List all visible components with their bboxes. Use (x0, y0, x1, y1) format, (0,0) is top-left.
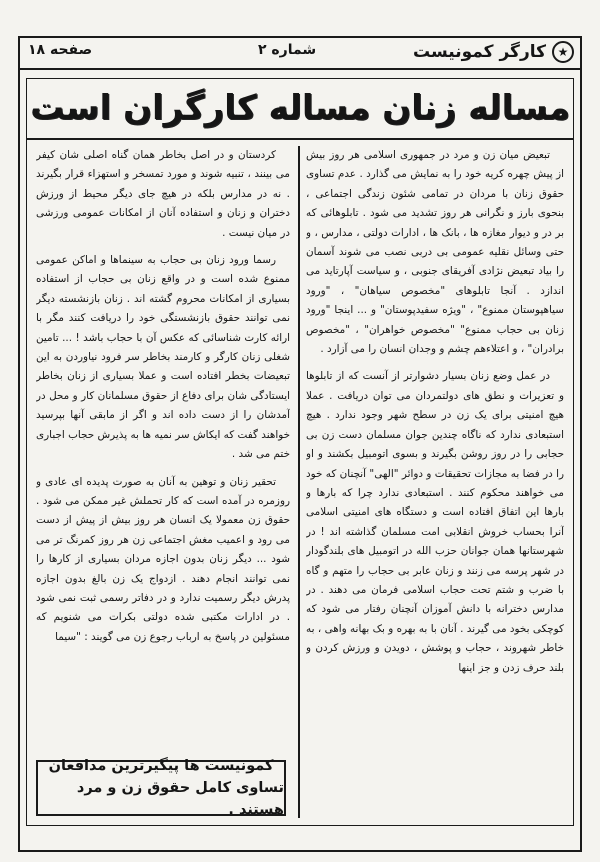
article-column-left (36, 146, 290, 746)
paragraph: کردستان و در اصل بخاطر همان گناه اصلی شان کیفر می بینند ، تنبیه شوند و مورد تمسخر و استهزاء قرار بگیرند . نه در مدارس بلکه در هیچ جای دیگر محیط از ورزش دختران و زنان و استفاده آنان از امکانات عمومی ورزشی در میان نیست . (36, 149, 290, 239)
paragraph: تبعیض میان زن و مرد در جمهوری اسلامی هر روز بیش از پیش چهره کریه خود را به نمایش می گذارد . عدم تساوی حقوق زنان با مردان در تمامی شئون زندگی اجتماعی ، بنحوی بارز و نگرانی هر روز تشدید می شود . تابلوهائی که بر در و دیوار مغازه ها ، بانک ها ، ادارات دولتی ، مدارس ، و حتی وسائل نقلیه عمومی بی دربی نصب می شوند آسمان را بیاد تبعیض نژادی آفریقای جنوبی ، و سیاست آپارتاید می اندازد . آنجا تابلوهای "مخصوص سیاهان" ، "ورود سیاهپوستان ممنوع" ، "ویژه سفیدپوستان" و ... اینجا "ورود زنان بی حجاب ممنوع" "مخصوص خواهران" ، "مخصوص برادران" ، و اعتلاءهم چشم و وجدان انسان را می آزارد . (306, 149, 564, 356)
paragraph: رسما ورود زنان بی حجاب به سینماها و اماکن عمومی ممنوع شده است و در واقع زنان بی حجاب از استفاده بسیاری از امکانات محروم گشته اند . زنان بازنشسته دیگر نمی توانند حقوق بازنشستگی خود را دریافت کنند مگر با ارائه کارت شناسائی که عکس آن با حجاب باشد ! ... تامین شغلی زنان کارگر و کارمند بخاطر سر فرود نیاوردن به این تبعیضات بخطر افتاده است و عملا بسیاری از زنان بخاطر ایستادگی شان برای دفاع از حقوق مسلمانان کار و محل در آمدشان را از دست داده اند و اگر از مابقی آنها بپرسید خواهند گفت که ایکاش سر نمیه ها به پذیرش حجاب اجباری ختم می شد . (36, 254, 290, 461)
masthead (18, 36, 582, 70)
issue-number: شماره ۲ (258, 42, 317, 58)
slogan-line: تساوی کامل حقوق زن و مرد هستند . (76, 780, 284, 818)
column-divider (298, 146, 300, 818)
page-number: صفحه ۱۸ (28, 42, 93, 58)
star-circle-icon: ★ (552, 41, 574, 63)
title-divider (26, 138, 574, 140)
paragraph: در عمل وضع زنان بسیار دشوارتر از آنست که از تابلوها و تعزیرات و نطق های دولتمردان می توان دریافت . عملا هیچ امنیتی برای یک زن در سطح شهر وجود ندارد . هیچ استبعادی ندارد که ناگاه چندین جوان مسلمان دست زن بی حجابی را در روز روشن بگیرند و بسوی اتومبیل بکشند و او را در فضا به مجازات تحقیقات و دوائر "الهی" آنچنان که خود می خواهند محکوم کنند . استبعادی ندارد چرا که بارها و بارها این اتفاق افتاده است و دستگاه های امنیتی اسلامی آنرا بحساب خروش انقلابی امت مسلمان گذاشته اند ! در شهرستانها همان جوانان حزب الله در اتومبیل های بلندگودار در شهر پرسه می زنند و زنان عابر بی حجاب را متهم و گاه با ضرب و شتم تحت حجاب اسلامی فرمان می دهند . در مدارس دخترانه با دانش آموزان آنچنان رفتار می شود که کوچکی بخود می گیرند . آنان با به بهره و بک بهانه واهی ، به خاطر شهروند ، حجاب و پوشش ، دویدن و ورزش کردن و بلند حرف زدن و جز اینها (306, 370, 564, 674)
paragraph: تحقیر زنان و توهین به آنان به صورت پدیده ای عادی و روزمره در آمده است که کار تحملش غیر ممکن می شود . حقوق زن معمولا یک انسان هر روز بیش از پیش از دست می رود و اعمیب مغش اجتماعی زن هر روز کمرنگ تر می شود ... دیگر زنان بدون اجازه مردان بسیاری از کارها را نمی توانند انجام دهند . ازدواج یک زن بالغ بدون اجازه پدرش دیگر رسمیت ندارد و در دفاتر رسمی ثبت نمی شود . در ادارات مکتبی شده دولتی بکرات می شنویم که مسئولین در پاسخ به ارباب رجوع زن می گویند : "سیما (36, 475, 290, 643)
article-title: مساله زنان مساله کارگران است (30, 88, 570, 128)
slogan-line: کمونیست ها پیگیرترین مدافعان (48, 758, 274, 774)
publication-name: کارگر کمونیست (413, 42, 546, 62)
slogan-box (36, 760, 286, 816)
article-column-right (306, 146, 564, 818)
